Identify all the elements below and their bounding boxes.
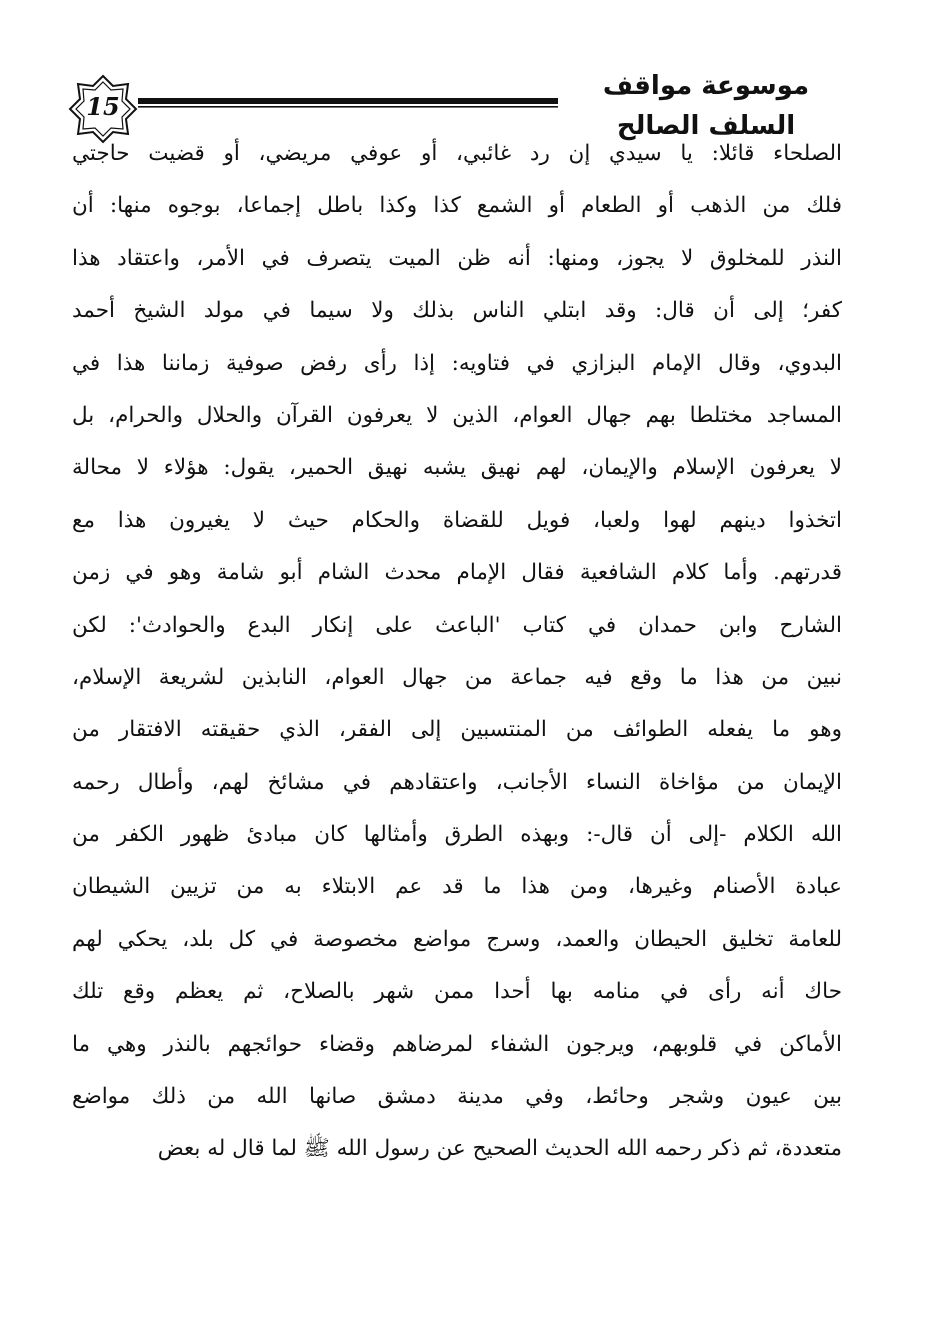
- text-line: للعامة تخليق الحيطان والعمد، وسرج مواضع مخصوصة في كل بلد، يحكي لهم: [72, 926, 842, 952]
- text-line: قدرتهم. وأما كلام الشافعية فقال الإمام محدث الشام أبو شامة وهو في زمن: [72, 560, 842, 586]
- book-title: موسوعة مواقف السلف الصالح: [602, 71, 810, 141]
- text-line: المساجد مختلطا بهم جهال العوام، الذين لا يعرفون القرآن والحلال والحرام، بل: [72, 402, 842, 428]
- text-line: متعددة، ثم ذكر رحمه الله الحديث الصحيح عن رسول الله ﷺ لما قال له بعض: [157, 1136, 842, 1162]
- page-number: 15: [86, 92, 120, 121]
- text-line: الشارح وابن حمدان في كتاب 'الباعث على إنكار البدع والحوادث': لكن: [72, 612, 842, 638]
- text-line: النذر للمخلوق لا يجوز، ومنها: أنه ظن الميت يتصرف في الأمر، واعتقاد هذا: [72, 245, 842, 271]
- text-line: نبين من هذا ما وقع فيه جماعة من جهال العوام، النابذين لشريعة الإسلام،: [72, 664, 842, 690]
- header-rule: [138, 96, 558, 110]
- text-line: الأماكن في قلوبهم، ويرجون الشفاء لمرضاهم وقضاء حوائجهم بالنذر وهي ما: [72, 1031, 842, 1057]
- text-line: البدوي، وقال الإمام البزازي في فتاويه: إذا رأى رفض صوفية زماننا هذا في: [72, 350, 842, 376]
- text-line: الصلحاء قائلا: يا سيدي إن رد غائبي، أو عوفي مريضي، أو قضيت حاجتي: [72, 141, 842, 166]
- text-line: الإيمان من مؤاخاة النساء الأجانب، واعتقادهم في مشائخ لهم، وأطال رحمه: [72, 769, 842, 795]
- text-line: الله الكلام -إلى أن قال-: وبهذه الطرق وأمثالها كان مبادئ ظهور الكفر من: [72, 822, 842, 848]
- text-line: لا يعرفون الإسلام والإيمان، لهم نهيق يشبه نهيق الحمير، يقول: هؤلاء لا محالة: [72, 455, 842, 481]
- text-line: بين عيون وشجر وحائط، وفي مدينة دمشق صانها الله من ذلك مواضع: [72, 1084, 842, 1110]
- text-line: وهو ما يفعله الطوائف من المنتسبين إلى الفقر، الذي حقيقته الافتقار من: [72, 717, 842, 743]
- text-line: فلك من الذهب أو الطعام أو الشمع كذا وكذا باطل إجماعا، بوجوه منها: أن: [72, 193, 842, 219]
- page-header: [0, 0, 948, 141]
- text-line: اتخذوا دينهم لهوا ولعبا، فويل للقضاة والحكام حيث لا يغيرون هذا مع: [72, 507, 842, 533]
- text-line: حاك أنه رأى في منامه بها أحدا ممن شهر بالصلاح، ثم يعظم وقع تلك: [72, 979, 842, 1005]
- text-line: عبادة الأصنام وغيرها، ومن هذا ما قد عم الابتلاء به من تزيين الشيطان: [72, 874, 842, 900]
- main-text: [72, 128, 842, 1176]
- text-line: كفر؛ إلى أن قال: وقد ابتلي الناس بذلك ولا سيما في مولد الشيخ أحمد: [72, 298, 842, 324]
